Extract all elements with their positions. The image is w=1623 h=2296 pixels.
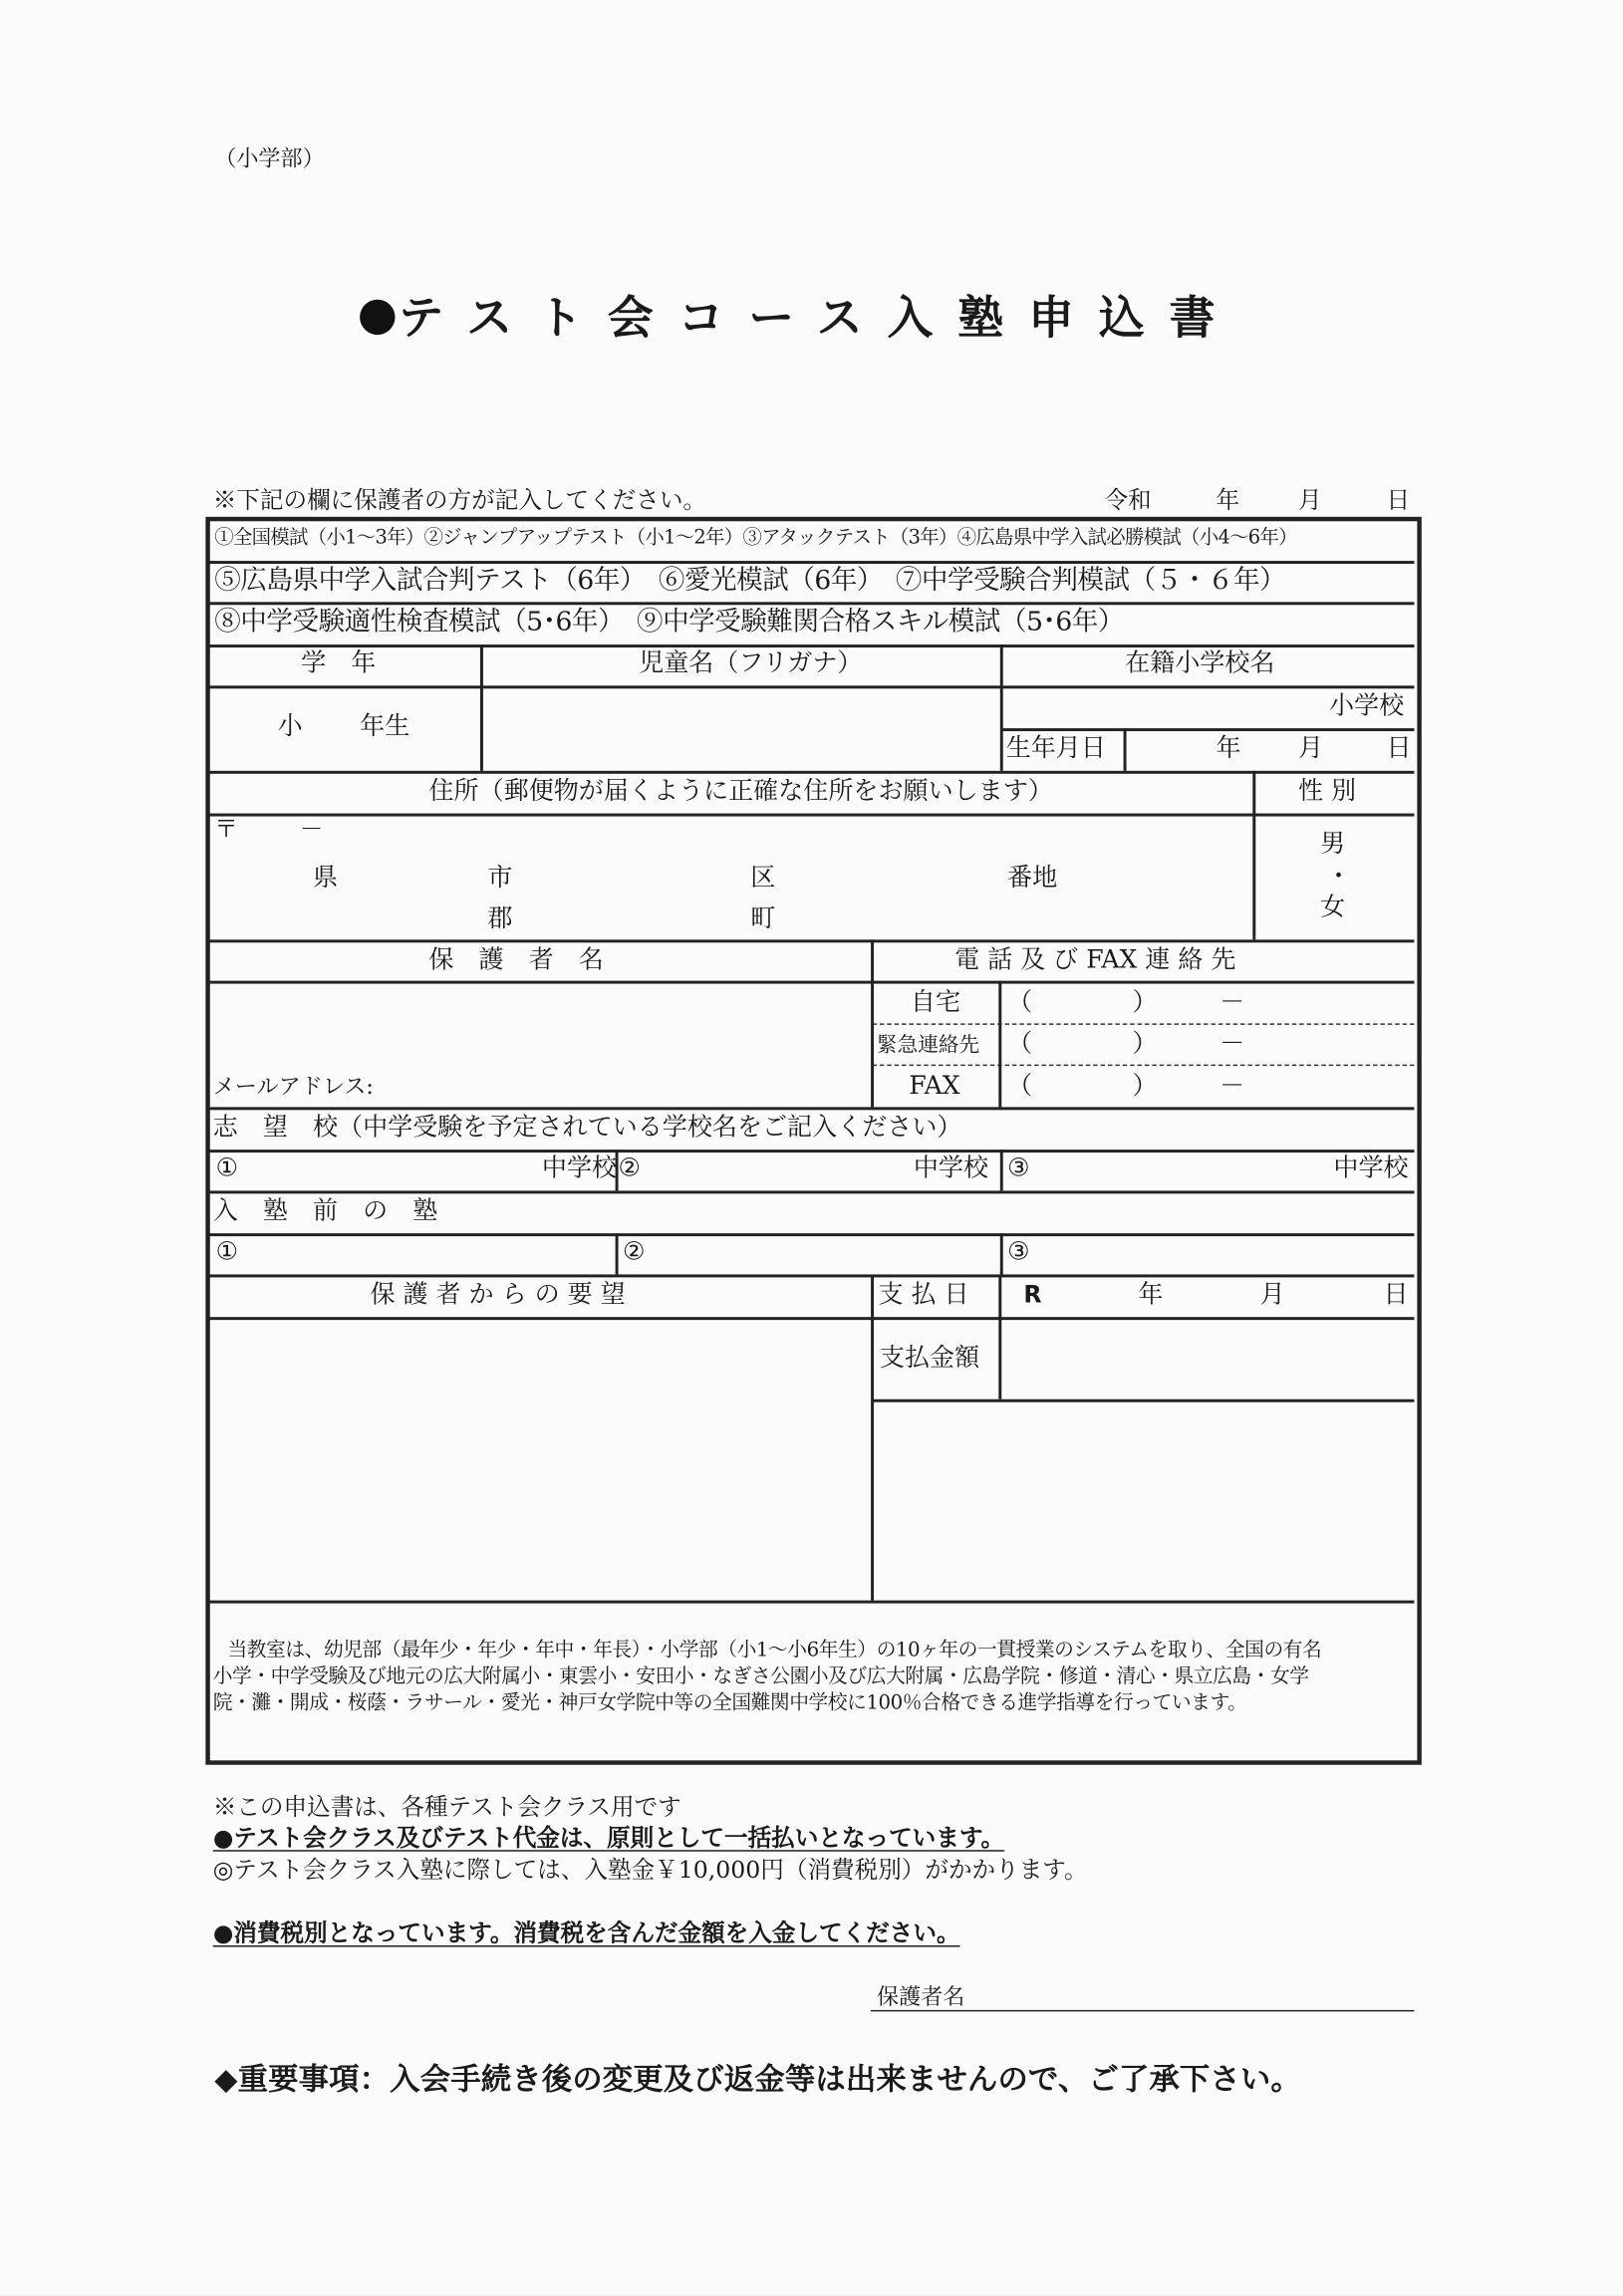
preferred-school-3-number: ③ <box>1007 1153 1030 1184</box>
phone-fax-header: 電 話 及 び FAX 連 絡 先 <box>954 945 1236 975</box>
note-test-class: ※この申込書は、各種テスト会クラス用です <box>212 1792 681 1821</box>
grade-suffix-label: 年生 <box>360 711 410 742</box>
dob-month-label: 月 <box>1298 734 1324 764</box>
prev-cram-1-field[interactable] <box>247 1239 607 1270</box>
guardian-requests-field[interactable] <box>214 1325 864 1594</box>
school-info-line-1: 当教室は、幼児部（最年少・年少・年中・年長）・小学部（小1～小6年生）の10ヶ年の一貫授業のシステムを取り、全国の有名 <box>227 1640 1322 1662</box>
preferred-school-2-number: ② <box>618 1153 642 1184</box>
address-gun: 郡 <box>487 903 513 934</box>
preferred-school-1-suffix: 中学校 <box>541 1153 618 1184</box>
grade-header: 学 年 <box>301 648 377 678</box>
dob-year-label: 年 <box>1216 734 1241 764</box>
date-year-label: 年 <box>1216 485 1240 514</box>
note-lump-sum: ●テスト会クラス及びテスト代金は、原則として一括払いとなっています。 <box>212 1823 1005 1852</box>
school-info-line-2: 小学・中学受験及び地元の広大附属小・東雲小・安田小・なぎさ公園小及び広大附属・広島学院・修道・清心・県立広島・女学 <box>212 1665 1309 1689</box>
guardian-name-header: 保 護 者 名 <box>428 945 604 975</box>
guardian-requests-header: 保 護 者 か ら の 要 望 <box>370 1280 626 1310</box>
dob-label: 生年月日 <box>1005 734 1106 764</box>
fax-label: FAX <box>909 1072 960 1102</box>
test-list-line-3: ⑧中学受験適性検査模試（5･6年） ⑨中学受験難関合格スキル模試（5･6年） <box>214 606 1124 638</box>
page-title-text: テスト会コース入塾申込書 <box>398 292 1240 346</box>
important-notice: ◆重要事項：入会手続き後の変更及び返金等は出来ませんので、ご了承下さい。 <box>214 2061 1302 2097</box>
payment-amount-label: 支払金額 <box>879 1343 980 1374</box>
preferred-school-1-field[interactable] <box>247 1155 535 1186</box>
note-entrance-fee: ◎テスト会クラス入塾に際しては、入塾金￥10,000円（消費税別）がかかります。 <box>212 1856 1088 1885</box>
payment-date-label: 支 払 日 <box>878 1280 969 1310</box>
address-ku: 区 <box>750 863 776 893</box>
prev-cram-3-number: ③ <box>1007 1237 1030 1268</box>
gender-male-option[interactable]: 男 <box>1320 829 1346 860</box>
address-header: 住所（郵便物が届くように正確な住所をお願いします） <box>428 776 1053 807</box>
home-phone-field[interactable]: （ ） － <box>1007 988 1245 1018</box>
payment-day-label: 日 <box>1383 1280 1409 1310</box>
address-shi: 市 <box>487 863 513 893</box>
instruction-text: ※下記の欄に保護者の方が記入してください。 <box>212 485 707 514</box>
grade-sho-label: 小 <box>277 711 303 742</box>
prev-cram-2-field[interactable] <box>655 1239 992 1270</box>
emergency-contact-label: 緊急連絡先 <box>876 1033 980 1058</box>
page-title <box>360 292 1240 346</box>
fax-field[interactable]: （ ） － <box>1007 1072 1245 1102</box>
payment-year-label: 年 <box>1138 1280 1164 1310</box>
signature-line[interactable] <box>871 2010 1414 2011</box>
prev-cram-2-number: ② <box>622 1237 646 1268</box>
emergency-phone-field[interactable]: （ ） － <box>1007 1029 1245 1059</box>
preferred-school-2-field[interactable] <box>651 1155 906 1186</box>
preferred-school-2-suffix: 中学校 <box>913 1153 989 1184</box>
guardian-name-field[interactable] <box>214 988 861 1062</box>
address-field[interactable] <box>214 852 1242 934</box>
preferred-school-1-number: ① <box>215 1153 239 1184</box>
email-label: メールアドレス: <box>212 1073 374 1101</box>
payment-date-reiwa: R <box>1023 1280 1042 1309</box>
child-name-header: 児童名（フリガナ） <box>639 648 863 678</box>
preferred-school-3-field[interactable] <box>1040 1155 1322 1186</box>
address-banchi: 番地 <box>1007 863 1058 893</box>
address-ken: 県 <box>312 863 339 893</box>
school-name-field[interactable] <box>1007 691 1316 723</box>
prev-cram-3-field[interactable] <box>1040 1239 1407 1270</box>
date-era: 令和 <box>1104 485 1152 514</box>
postal-mark: 〒 <box>214 815 238 844</box>
gender-header: 性 別 <box>1298 776 1357 807</box>
school-name-header: 在籍小学校名 <box>1125 648 1275 678</box>
bullet-icon <box>360 299 395 334</box>
postal-dash: － <box>299 815 324 844</box>
date-month-label: 月 <box>1298 485 1322 514</box>
division-label: （小学部） <box>214 144 325 172</box>
email-field[interactable] <box>394 1071 861 1103</box>
date-day-label: 日 <box>1386 485 1411 514</box>
prev-cram-1-number: ① <box>215 1237 239 1268</box>
prev-cram-school-header: 入 塾 前 の 塾 <box>212 1196 438 1226</box>
dob-day-label: 日 <box>1386 734 1412 764</box>
school-suffix-label: 小学校 <box>1328 691 1405 721</box>
gender-separator: ・ <box>1326 862 1352 892</box>
school-info-line-3: 院・灘・開成・桜蔭・ラサール・愛光・神戸女学院中等の全国難関中学校に100％合格できる進学指導を行っています。 <box>212 1692 1247 1715</box>
note-consumption-tax: ●消費税別となっています。消費税を含んだ金額を入金してください。 <box>212 1918 960 1947</box>
address-cho: 町 <box>750 903 776 934</box>
gender-female-option[interactable]: 女 <box>1320 893 1346 922</box>
preferred-school-3-suffix: 中学校 <box>1333 1153 1409 1184</box>
payment-amount-field[interactable] <box>1007 1326 1407 1394</box>
payment-month-label: 月 <box>1259 1280 1285 1310</box>
home-phone-label: 自宅 <box>910 988 960 1018</box>
child-name-field[interactable] <box>487 691 995 765</box>
test-list-line-1: ①全国模試（小1～3年）②ジャンプアップテスト（小1～2年）③アタックテスト（3年）④広島県中学入試必勝模試（小4～6年） <box>214 527 1297 550</box>
preferred-school-header: 志 望 校（中学受験を予定されている学校名をご記入ください） <box>212 1113 962 1143</box>
signature-label: 保護者名 <box>876 1983 965 2010</box>
test-list-line-2: ⑤広島県中学入試合判テスト（6年） ⑥愛光模試（6年） ⑦中学受験合判模試（５・６年） <box>214 565 1286 597</box>
